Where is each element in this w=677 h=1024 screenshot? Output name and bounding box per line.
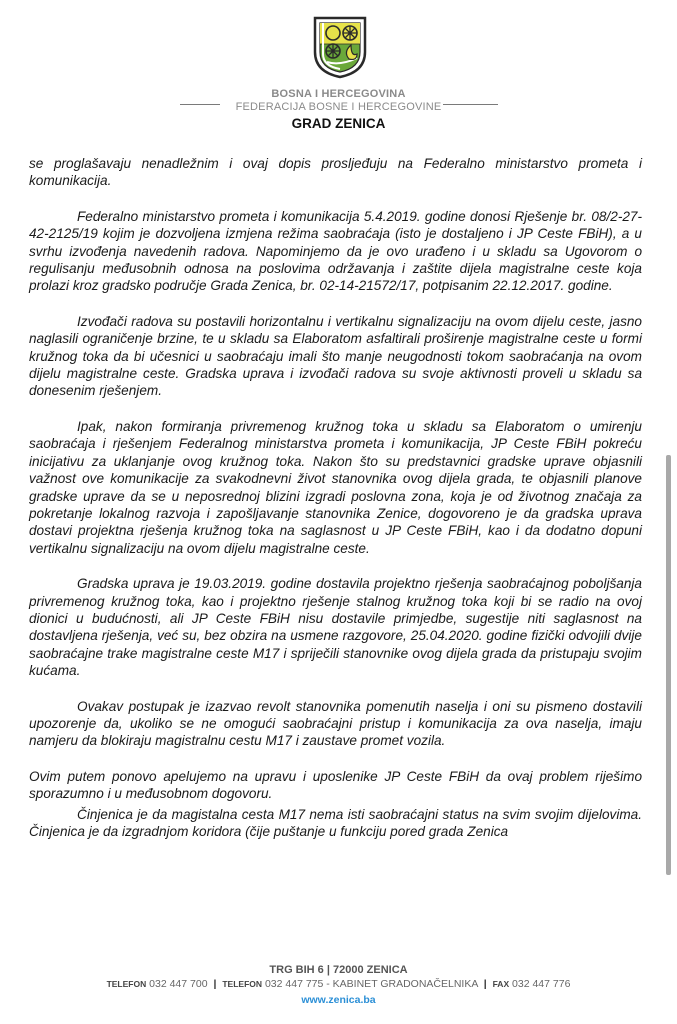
paragraph: Činjenica je da magistalna cesta M17 nema isti saobraćajni status na svim svojim dijelovima. Činjenica je da izgradnjom koridora (čije puštanje u funkciju pored grada Zenica	[29, 806, 642, 839]
separator: |	[213, 978, 217, 990]
paragraph: Izvođači radova su postavili horizontalnu i vertikalnu signalizaciju na ovom dijelu ceste, jasno naglasili ograničenje brzine, te u skladu sa Elaboratom asfaltirali proširenje magistralne ceste u formi kružnog toka da bi učesnici u saobraćaju imali što manje neugodnosti tokom saobraćanja na ovom dijelu magistralne ceste. Gradska uprava i izvođači radova su svoje aktivnosti proveli u skladu sa donesenim rješenjem.	[29, 313, 642, 399]
phone-number: 032 447 700	[149, 978, 208, 990]
header-entity: FEDERACIJA BOSNE I HERCEGOVINE	[235, 101, 442, 113]
letter-footer	[0, 963, 677, 1008]
phone-label: TELEFON	[222, 979, 263, 989]
letter-body	[29, 155, 642, 858]
letterhead	[0, 0, 677, 140]
footer-address: TRG BIH 6 | 72000 ZENICA	[269, 964, 408, 976]
paragraph: Gradska uprava je 19.03.2019. godine dostavila projektno rješenja saobraćajnog poboljšanja privremenog kružnog toka, kao i projektno rješenje stalnog kružnog toka koji bi se radio na ovoj dionici u budućnosti, ali JP Ceste FBiH nisu dostavile primjedbe, sugestije niti saglasnost na dostavljena rješenja, već su, bez obzira na usmene razgovore, 25.04.2020. godine fizički odvojili dvije saobraćajne trake magistralne ceste M17 i spriječili stanovnike ovog dijela grada da pristupaju svojim kućama.	[29, 576, 642, 679]
paragraph: Federalno ministarstvo prometa i komunikacija 5.4.2019. godine donosi Rješenje br. 08/2-27-42-2125/19 kojim je dozvoljena izmjena režima saobraćaja (isto je dostaljeno i JP Ceste FBiH), a u svrhu izvođenja navedenih radova. Napominjemo da je ovo urađeno i u skladu sa Ugovorom o regulisanju međusobnih odnosa na poslovima održavanja i zaštite dijela magistralne ceste koja prolazi kroz gradsko područje Grada Zenica, br. 02-14-21572/17, potpisanim 22.12.2017. godine.	[29, 208, 642, 294]
phone-number: 032 447 775 - KABINET GRADONAČELNIKA	[264, 978, 478, 990]
separator: |	[483, 978, 487, 990]
website-link[interactable]: www.zenica.ba	[301, 994, 376, 1006]
fax-label: FAX	[492, 979, 510, 989]
phone-label: TELEFON	[106, 979, 147, 989]
paragraph: Ovim putem ponovo apelujemo na upravu i uposlenike JP Ceste FBiH da ovaj problem riješimo sporazumno i u međusobnom dogovoru.	[29, 768, 642, 802]
header-city: GRAD ZENICA	[291, 116, 386, 131]
scrollbar-thumb[interactable]	[666, 455, 671, 875]
footer-contacts	[0, 977, 677, 992]
header-country: BOSNA I HERCEGOVINA	[271, 88, 406, 100]
paragraph: se proglašavaju nenadležnim i ovaj dopis prosljeđuju na Federalno ministarstvo prometa i komunikacija.	[29, 156, 642, 189]
paragraph: Ipak, nakon formiranja privremenog kružnog toka u skladu sa Elaboratom o umirenju saobraćaja i rješenjem Federalnog ministarstva prometa i komunikacija, JP Ceste FBiH pokreću inicijativu za uklanjanje ovog kružnog toka. Nakon što su predstavnici gradske uprave objasnili važnost ove komunikacije za svakodnevni život stanovnika ovog dijela grada, te objasnili planove gradske uprave da se u neposrednoj blizini izgradi poslovna zona, koja je od životnog značaja za pokretanje lokalnog razvoja i zapošljavanje stanovnika Zenice, dogovoreno je da gradska uprava dostavi projektna rješenja kružnog toka na saglasnost u JP Ceste FBiH, kao i da dodatno dopuni vertikalnu signalizaciju na ovom dijelu magistralne ceste.	[29, 418, 642, 556]
paragraph: Ovakav postupak je izazvao revolt stanovnika pomenutih naselja i oni su pismeno dostavili upozorenje da, ukoliko se ne omogući saobraćajni pristup i komunikacija za ova naselja, imaju namjeru da blokiraju magistralnu cestu M17 i zaustave promet vozila.	[29, 698, 642, 749]
fax-number: 032 447 776	[512, 978, 571, 990]
coat-of-arms-icon	[307, 14, 373, 80]
